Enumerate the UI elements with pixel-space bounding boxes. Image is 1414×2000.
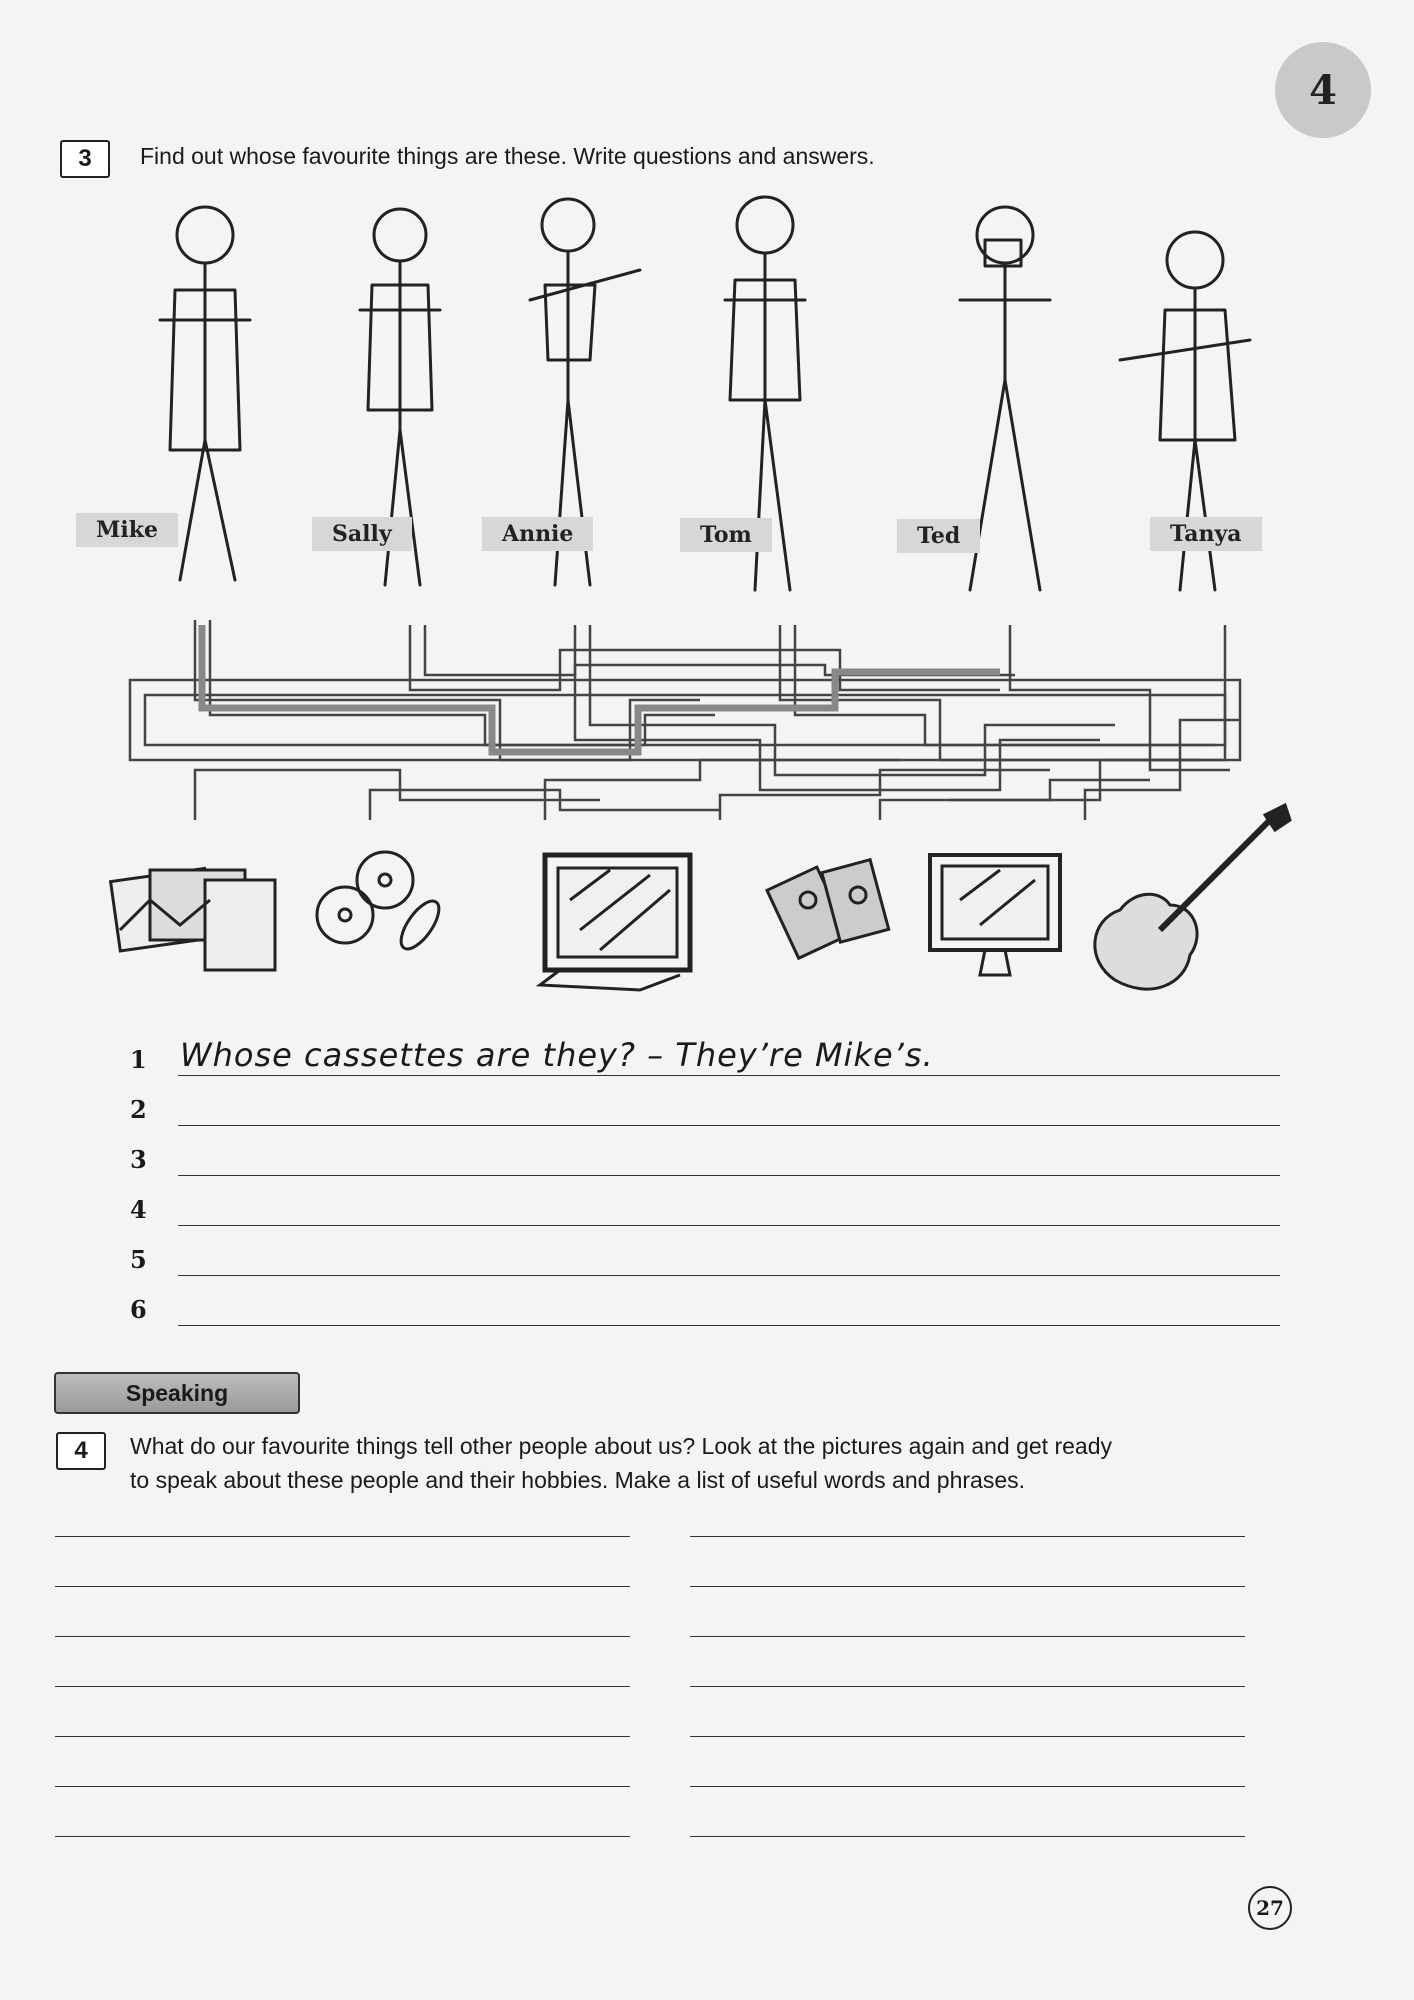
answer-line[interactable] <box>178 1075 1280 1076</box>
writing-line[interactable] <box>690 1636 1245 1637</box>
writing-line[interactable] <box>690 1786 1245 1787</box>
writing-line[interactable] <box>690 1586 1245 1587</box>
maze-highlight-path <box>202 625 1000 752</box>
exercise-4-instruction-line-2: to speak about these people and their hobbies. Make a list of useful words and phrases. <box>130 1467 1026 1493</box>
cds-icon <box>317 852 446 955</box>
computer-icon <box>930 855 1060 975</box>
photos-icon <box>111 868 275 970</box>
writing-line[interactable] <box>690 1536 1245 1537</box>
maze <box>130 620 1240 820</box>
name-label-ted: Ted <box>897 519 980 553</box>
writing-line[interactable] <box>55 1836 630 1837</box>
exercise-3-instruction: Find out whose favourite things are these. Write questions and answers. <box>140 143 875 169</box>
name-label-annie: Annie <box>482 517 593 551</box>
answer-number: 1 <box>130 1045 147 1074</box>
name-label-tom: Tom <box>680 518 772 552</box>
answer-line[interactable] <box>178 1325 1280 1326</box>
answer-number: 6 <box>130 1295 147 1324</box>
writing-line[interactable] <box>55 1636 630 1637</box>
answer-row[interactable] <box>130 1236 1280 1276</box>
answer-row[interactable] <box>130 1036 1280 1076</box>
cassettes-icon <box>767 860 889 959</box>
answer-number: 2 <box>130 1095 147 1124</box>
speaking-section-label: Speaking <box>54 1372 300 1414</box>
answer-number: 4 <box>130 1195 147 1224</box>
page-number: 27 <box>1248 1886 1292 1930</box>
writing-line[interactable] <box>55 1536 630 1537</box>
answer-number: 3 <box>130 1145 147 1174</box>
answer-row[interactable] <box>130 1286 1280 1326</box>
answer-line[interactable] <box>178 1125 1280 1126</box>
exercise-4-instruction-line-1: What do our favourite things tell other people about us? Look at the pictures again and get ready <box>130 1433 1112 1459</box>
answer-row[interactable] <box>130 1136 1280 1176</box>
answer-line[interactable] <box>178 1175 1280 1176</box>
name-label-mike: Mike <box>76 513 178 547</box>
name-label-sally: Sally <box>312 517 412 551</box>
answer-line[interactable] <box>178 1225 1280 1226</box>
writing-line[interactable] <box>55 1736 630 1737</box>
answer-line[interactable] <box>178 1275 1280 1276</box>
exercise-4-number: 4 <box>56 1432 106 1470</box>
name-label-tanya: Tanya <box>1150 517 1262 551</box>
writing-line[interactable] <box>690 1736 1245 1737</box>
answer-row[interactable] <box>130 1186 1280 1226</box>
exercise-3-number: 3 <box>60 140 110 178</box>
answer-row[interactable] <box>130 1086 1280 1126</box>
answer-text[interactable]: Whose cassettes are they? – They’re Mike’s. <box>180 1036 934 1074</box>
writing-line[interactable] <box>55 1786 630 1787</box>
writing-line[interactable] <box>690 1686 1245 1687</box>
writing-line[interactable] <box>55 1686 630 1687</box>
answer-number: 5 <box>130 1245 147 1274</box>
writing-line[interactable] <box>690 1836 1245 1837</box>
guitar-icon <box>1095 805 1290 989</box>
writing-line[interactable] <box>55 1586 630 1587</box>
unit-badge: 4 <box>1275 42 1371 138</box>
tv-icon <box>540 855 690 990</box>
